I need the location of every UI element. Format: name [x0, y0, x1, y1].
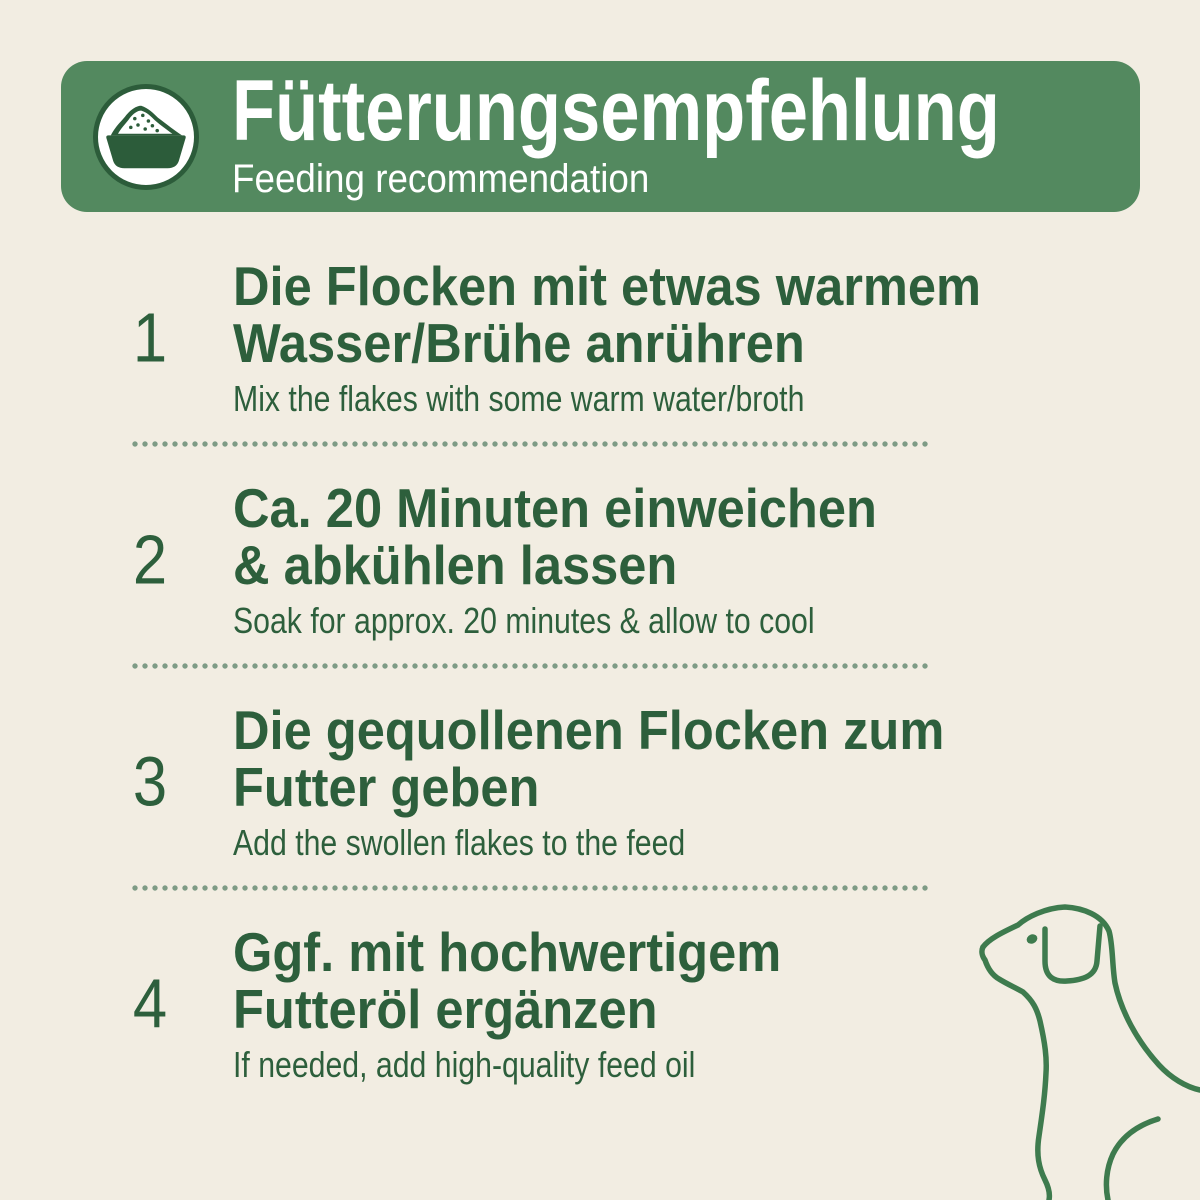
step-1-title-en: Mix the flakes with some warm water/broth [233, 378, 805, 419]
header-banner [61, 61, 1140, 212]
step-1-number: 1 [132, 298, 168, 377]
step-1 [0, 255, 1200, 419]
step-3-title-de-line1: Die gequollenen Flocken zum [233, 699, 945, 761]
dotted-divider-3 [130, 885, 932, 891]
food-bowl-icon [93, 84, 199, 190]
dog-eye [1025, 933, 1039, 946]
step-2-number: 2 [132, 520, 168, 599]
step-4-title-de-line2: Futteröl ergänzen [233, 978, 658, 1040]
dotted-divider-2 [130, 663, 932, 669]
step-2-title-en: Soak for approx. 20 minutes & allow to cool [233, 600, 815, 641]
step-3-title-de-line2: Futter geben [233, 756, 540, 818]
step-4-title-de-line1: Ggf. mit hochwertigem [233, 921, 782, 983]
step-3-number: 3 [132, 742, 168, 821]
step-3 [0, 699, 1200, 863]
page-subtitle: Feeding recommendation [232, 156, 650, 201]
step-2 [0, 477, 1200, 641]
page-title: Fütterungsempfehlung [232, 63, 1000, 160]
step-4-title-en: If needed, add high-quality feed oil [233, 1044, 696, 1085]
step-1-title-de-line2: Wasser/Brühe anrühren [233, 312, 805, 374]
dog-illustration [975, 893, 1200, 1200]
step-1-title-de-line1: Die Flocken mit etwas warmem [233, 255, 982, 317]
step-2-title-de-line2: & abkühlen lassen [233, 534, 678, 596]
header-text [232, 63, 1168, 202]
step-2-title-de-line1: Ca. 20 Minuten einweichen [233, 477, 877, 539]
step-4-number: 4 [132, 964, 168, 1043]
dotted-divider-1 [130, 441, 932, 447]
step-3-title-en: Add the swollen flakes to the feed [233, 822, 686, 863]
